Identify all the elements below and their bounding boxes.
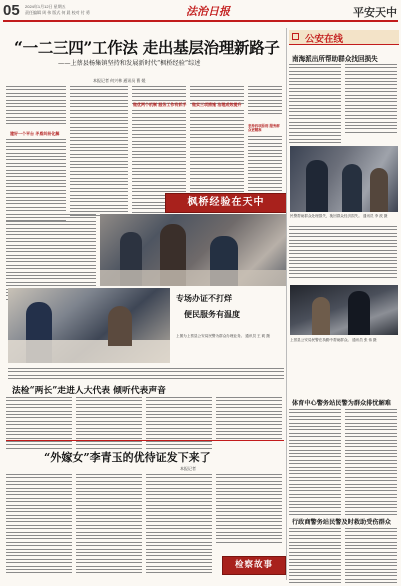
mid-headline-line1: 专场办证不打烊 [176,293,232,303]
mid-body [8,368,284,382]
photo2-person [312,297,330,335]
story-a-col4 [216,397,282,441]
online-header-text: 公安在线 [305,34,344,45]
lead-title: “一二三四”工作法 走出基层治理新路子 [14,38,280,57]
story-divider [6,440,284,441]
page-number: 05 [3,2,20,19]
mid-photo-counter [8,340,170,363]
lead-subhead-4-visible [248,124,282,132]
online-story2-title: 体育中心警务站民警为群众排忧解难 [292,400,391,407]
online-story3-col2 [345,528,397,586]
online-square-icon [292,33,299,40]
lead-subhead-1: 建好一个平台 矛盾纠纷化解 [10,131,60,136]
lead-body-col2 [70,86,128,218]
mid-photo-person [108,306,132,346]
lead-subtitle: ——上蔡县杨集镇坚持和发展新时代“枫桥经验”综述 [58,60,201,67]
online-photo-2 [290,285,398,335]
online-story2-col2 [345,409,397,518]
lead-body-col5 [248,86,282,117]
online-story3-title: 行政商警务站民警及时救助受伤群众 [292,519,391,526]
date-line: 2024年1月12日 星期五 [25,4,66,9]
story-b-col2 [76,474,142,576]
online-story3-col1 [289,528,341,586]
mid-photo-caption: 上图为上蔡县公安局民警为群众办理业务。 通讯员 王 莉 摄 [176,334,270,338]
online-story1-title: 南海派出所帮助群众找回损失 [292,55,378,63]
story-b-col1 [6,474,72,576]
mid-headline-line2: 便民服务有温度 [184,309,240,319]
online-photo1-caption: 民警帮助群众处理损失，挽回群众经济损失。 通讯员 李 波 摄 [290,214,388,218]
online-story1-col1 [289,64,341,145]
lead-subhead-2: 做优两个机制 服务工作有抓手 [133,102,187,107]
story-b-col4 [216,474,282,545]
story-a-title: 法检“两长”走进人大代表 倾听代表声音 [12,386,166,396]
bottom-badge-text: 检察故事 [234,560,273,570]
lead-badge-text: 枫桥经验在天中 [187,197,265,208]
story-a-col2 [76,397,142,451]
photo1-person [370,168,388,212]
lead-body-col1 [6,86,66,127]
mid-photo [8,288,170,363]
section-title: 平安天中 [353,7,397,19]
lead-body-col1b [6,139,66,224]
online-header-bar [289,30,399,45]
story-a-col3 [146,397,212,451]
story-a-col1 [6,397,72,451]
masthead-rule [3,20,398,22]
story-b-title: “外嫁女”李青玉的优待证发下来了 [44,451,211,464]
story-b-col3 [146,474,212,576]
online-photo-1 [290,146,398,212]
photo-table [100,270,286,286]
photo1-officer-1 [306,160,328,212]
editor-line: 责任编辑 周 伟 版式 何 晨 校对 付 勇 [25,10,90,15]
column-separator [286,28,287,580]
lead-subhead-4-text: 坚持四项原则 服务群众更精准 [248,124,280,132]
online-story2-col1 [289,409,341,518]
masthead [0,0,401,22]
online-story1-tail [289,226,397,280]
lead-photo [100,214,286,286]
online-story1-col2 [345,64,397,135]
photo2-officer [348,291,370,335]
bottom-badge [222,556,286,575]
mid-headline [176,293,284,320]
photo1-officer-2 [342,164,362,212]
paper-name: 法治日报 [186,5,230,18]
lead-subhead-3: 做实三项措施 治理成效提升 [192,102,242,107]
story-b-byline: 本报记者 [180,466,196,471]
online-photo2-caption: 上蔡县公安局民警在执勤中帮助群众。 通讯员 张 伟 摄 [290,338,377,342]
lead-badge [165,193,287,213]
lead-byline: 本报记者 何兴林 通讯员 曹 媛 [93,78,146,83]
